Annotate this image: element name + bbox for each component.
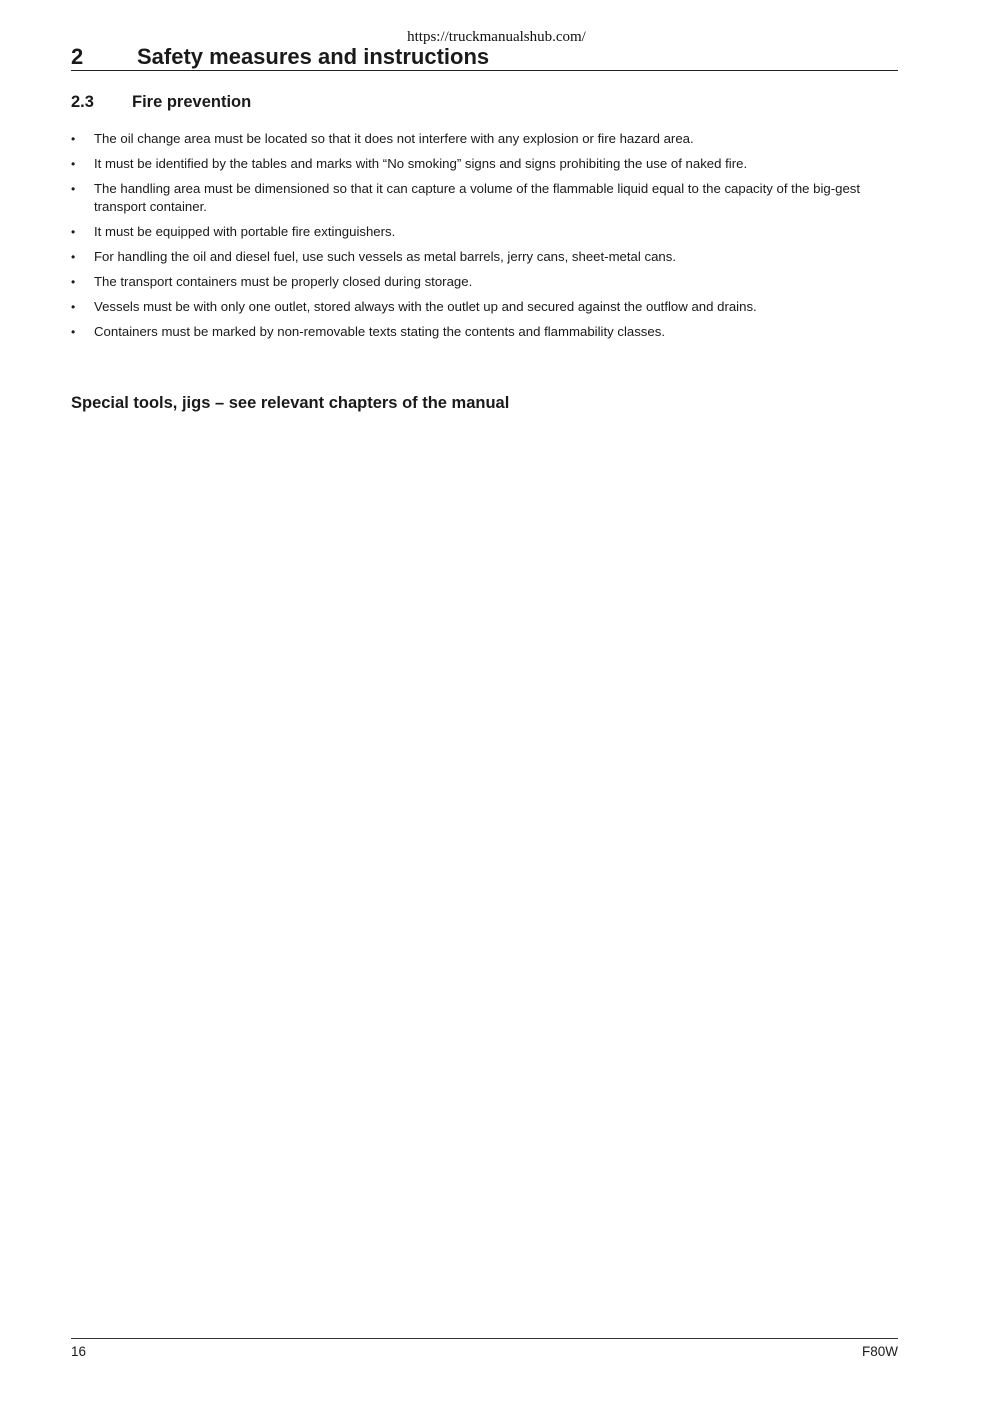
- bullet-icon: •: [71, 325, 76, 339]
- bullet-icon: •: [71, 275, 76, 289]
- list-item: [71, 323, 899, 341]
- bullet-icon: •: [71, 225, 76, 239]
- section-number: 2.3: [71, 93, 94, 111]
- list-item: [71, 155, 899, 173]
- list-item: [71, 180, 899, 216]
- footer-divider: [71, 1338, 898, 1339]
- list-item-text: The transport containers must be properly closed during storage.: [94, 274, 473, 289]
- special-tools-note: Special tools, jigs – see relevant chapters of the manual: [71, 394, 510, 412]
- fire-prevention-list: [71, 130, 899, 348]
- bullet-icon: •: [71, 300, 76, 314]
- chapter-number: 2: [71, 44, 84, 69]
- list-item-text: For handling the oil and diesel fuel, use such vessels as metal barrels, jerry cans, sheet-metal cans.: [94, 249, 677, 264]
- chapter-title: Safety measures and instructions: [137, 44, 490, 69]
- list-item: [71, 130, 899, 148]
- bullet-icon: •: [71, 182, 76, 196]
- list-item: [71, 223, 899, 241]
- bullet-icon: •: [71, 250, 76, 264]
- header-url[interactable]: https://truckmanualshub.com/: [407, 29, 586, 45]
- list-item: [71, 248, 899, 266]
- list-item-text: Containers must be marked by non-removable texts stating the contents and flammability classes.: [94, 324, 665, 339]
- bullet-icon: •: [71, 157, 76, 171]
- list-item-text: Vessels must be with only one outlet, stored always with the outlet up and secured against the outflow and drains.: [94, 299, 757, 314]
- list-item-text: The handling area must be dimensioned so that it can capture a volume of the flammable liquid equal to the capacity of the big-gest transport container.: [94, 181, 861, 214]
- list-item-text: The oil change area must be located so that it does not interfere with any explosion or fire hazard area.: [94, 131, 694, 146]
- list-item: [71, 273, 899, 291]
- section-title: Fire prevention: [132, 93, 252, 111]
- list-item: [71, 298, 899, 316]
- bullet-icon: •: [71, 132, 76, 146]
- chapter-heading: [71, 44, 898, 71]
- list-item-text: It must be identified by the tables and marks with “No smoking” signs and signs prohibiting the use of naked fire.: [94, 156, 748, 171]
- page-number: 16: [71, 1344, 87, 1359]
- model-label: F80W: [861, 1344, 898, 1359]
- list-item-text: It must be equipped with portable fire extinguishers.: [94, 224, 396, 239]
